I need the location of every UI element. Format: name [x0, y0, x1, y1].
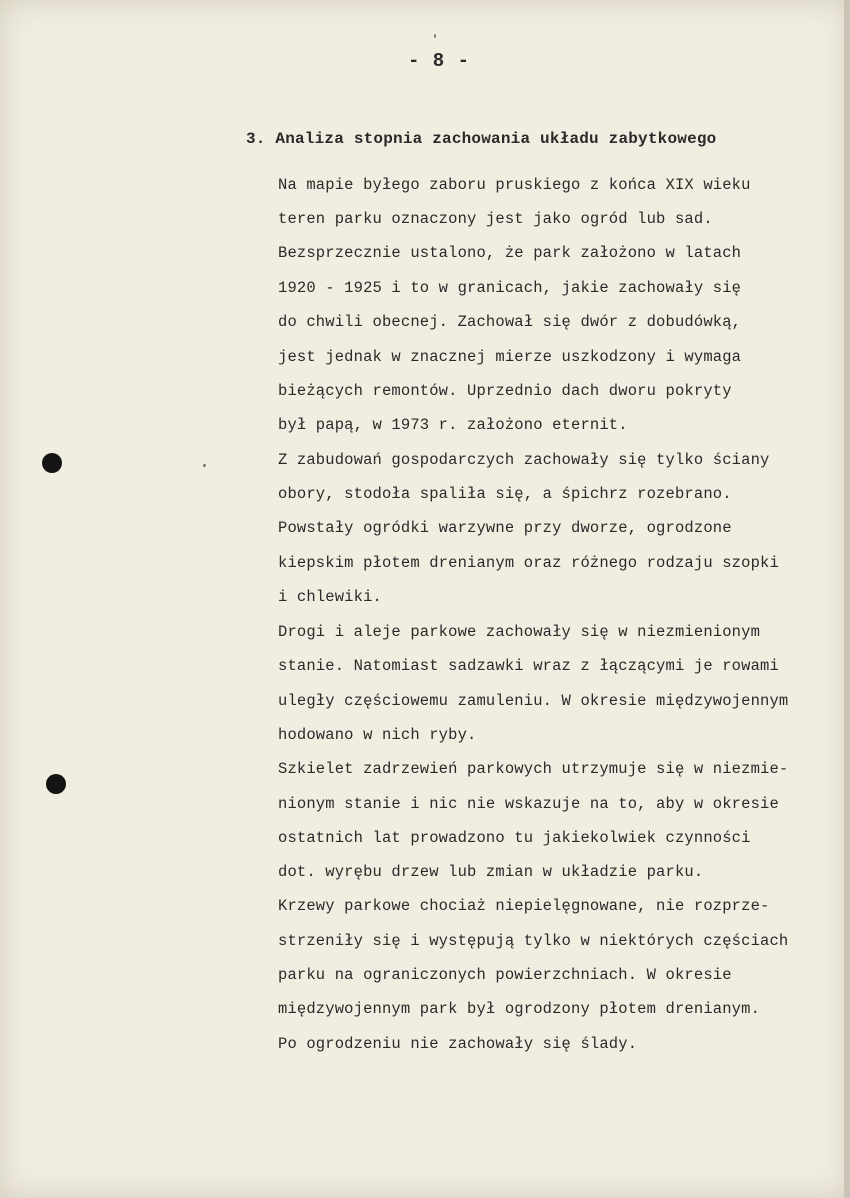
text-line: był papą, w 1973 r. założono eternit.	[278, 416, 628, 434]
text-line: międzywojennym park był ogrodzony płotem drenianym.	[278, 1000, 761, 1018]
text-line: uległy częściowemu zamuleniu. W okresie międzywojennym	[278, 692, 789, 710]
text-line: Bezsprzecznie ustalono, że park założono w latach	[278, 244, 742, 262]
text-line: Krzewy parkowe chociaż niepielęgnowane, nie rozprze-	[278, 897, 770, 915]
text-line: obory, stodoła spaliła się, a śpichrz rozebrano.	[278, 485, 732, 503]
text-line: stanie. Natomiast sadzawki wraz z łączącymi je rowami	[278, 657, 779, 675]
punch-hole	[42, 453, 62, 473]
text-line: 1920 - 1925 i to w granicach, jakie zachowały się	[278, 279, 742, 297]
text-line: hodowano w nich ryby.	[278, 726, 477, 744]
text-line: kiepskim płotem drenianym oraz różnego rodzaju szopki	[278, 554, 779, 572]
text-line: nionym stanie i nic nie wskazuje na to, aby w okresie	[278, 795, 779, 813]
section-heading: 3. Analiza stopnia zachowania układu zabytkowego	[246, 130, 717, 148]
text-line: strzeniły się i występują tylko w niektórych częściach	[278, 932, 789, 950]
text-line: dot. wyrębu drzew lub zmian w układzie parku.	[278, 863, 704, 881]
text-line: bieżących remontów. Uprzednio dach dworu pokryty	[278, 382, 732, 400]
page-edge	[844, 0, 850, 1198]
text-line: do chwili obecnej. Zachował się dwór z dobudówką,	[278, 313, 742, 331]
text-line: Z zabudowań gospodarczych zachowały się tylko ściany	[278, 451, 770, 469]
text-line: i chlewiki.	[278, 588, 382, 606]
text-line: Powstały ogródki warzywne przy dworze, ogrodzone	[278, 519, 732, 537]
text-line: Po ogrodzeniu nie zachowały się ślady.	[278, 1035, 638, 1053]
text-line: Na mapie byłego zaboru pruskiego z końca XIX wieku	[278, 176, 751, 194]
ink-speck	[203, 464, 206, 467]
text-line: parku na ograniczonych powierzchniach. W okresie	[278, 966, 732, 984]
text-line: teren parku oznaczony jest jako ogród lub sad.	[278, 210, 713, 228]
page-number: - 8 -	[408, 50, 471, 72]
text-line: jest jednak w znacznej mierze uszkodzony i wymaga	[278, 348, 742, 366]
text-line: Drogi i aleje parkowe zachowały się w niezmienionym	[278, 623, 761, 641]
text-line: ostatnich lat prowadzono tu jakiekolwiek czynności	[278, 829, 751, 847]
punch-hole	[46, 774, 66, 794]
text-line: Szkielet zadrzewień parkowych utrzymuje się w niezmie-	[278, 760, 789, 778]
ink-speck	[434, 34, 436, 38]
